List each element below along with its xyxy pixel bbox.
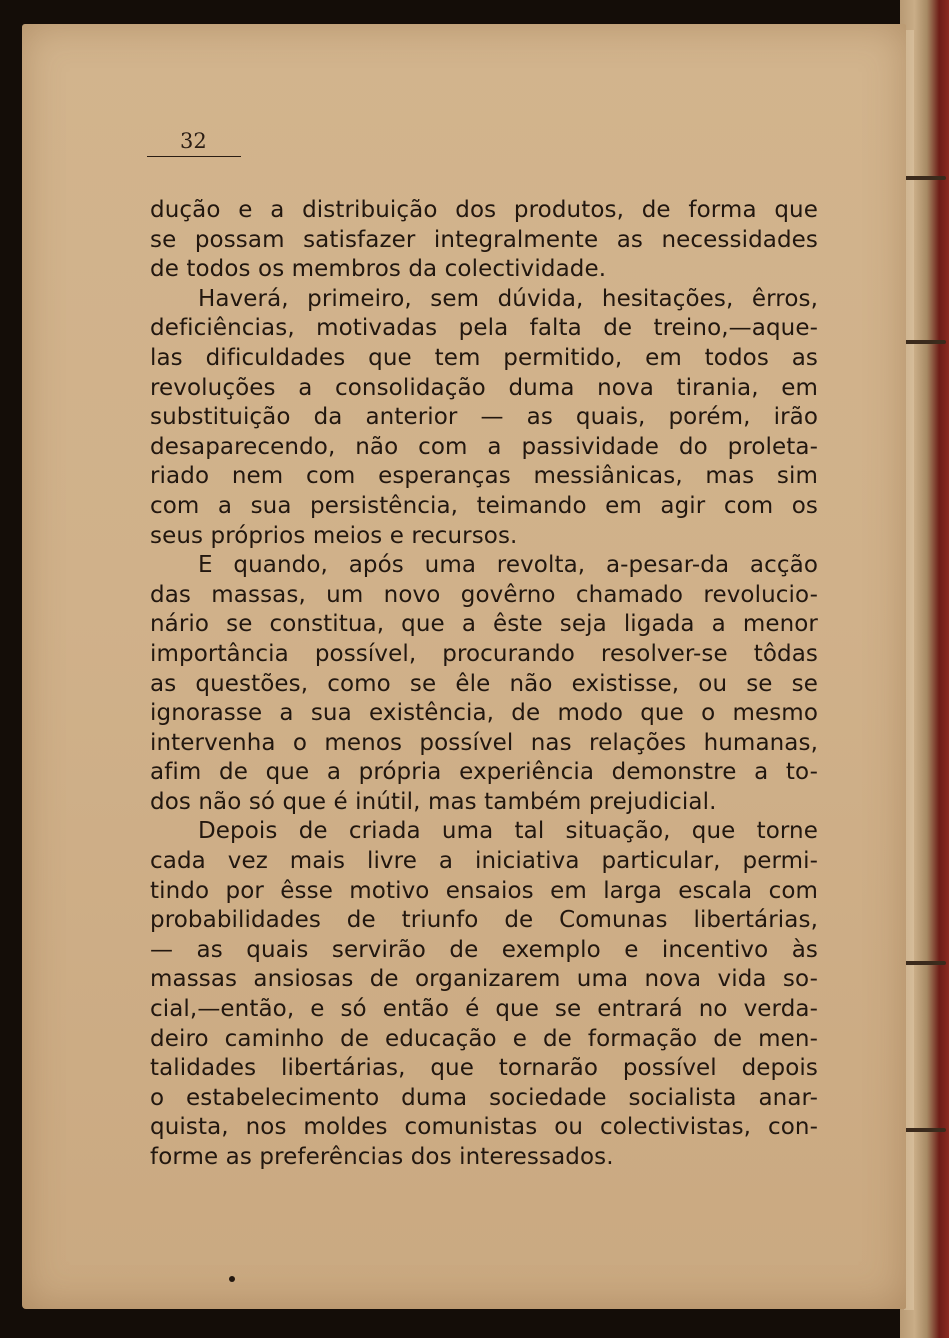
stray-mark	[229, 1276, 235, 1282]
text-line: massas ansiosas de organizarem uma nova vida so-	[150, 966, 818, 993]
text-line: seus próprios meios e recursos.	[150, 522, 518, 549]
text-line: afim de que a própria experiência demonstre a to-	[150, 759, 818, 786]
text-line: riado nem com esperanças messiânicas, mas sim	[150, 463, 818, 490]
text-line: ignorasse a sua existência, de modo que o mesmo	[150, 700, 818, 727]
text-line: revoluções a consolidação duma nova tirania, em	[150, 374, 818, 401]
text-line: probabilidades de triunfo de Comunas libertárias,	[150, 907, 818, 934]
text-line: das massas, um novo govêrno chamado revolucio-	[150, 581, 818, 608]
text-line: deiro caminho de educação e de formação de men-	[150, 1025, 818, 1052]
text-line: se possam satisfazer integralmente as necessidades	[150, 226, 818, 253]
text-line: desaparecendo, não com a passividade do proleta-	[150, 433, 818, 460]
text-line: deficiências, motivadas pela falta de treino,—aque-	[150, 315, 818, 342]
text-line: las dificuldades que tem permitido, em todos as	[150, 344, 818, 371]
text-line: forme as preferências dos interessados.	[150, 1144, 614, 1170]
text-line: as questões, como se êle não existisse, ou se se	[150, 670, 818, 697]
page-number-rule	[147, 156, 241, 157]
text-line: intervenha o menos possível nas relações humanas,	[150, 729, 818, 756]
text-line: nário se constitua, que a êste seja ligada a menor	[150, 611, 818, 638]
text-line: o estabelecimento duma sociedade socialista anar-	[150, 1084, 818, 1111]
text-line: tindo por êsse motivo ensaios em larga escala com	[150, 877, 818, 904]
text-line: dução e a distribuição dos produtos, de forma que	[150, 197, 818, 223]
text-line: Haverá, primeiro, sem dúvida, hesitações, êrros,	[198, 285, 818, 312]
text-line: importância possível, procurando resolver-se tôdas	[150, 640, 818, 667]
text-line: quista, nos moldes comunistas ou colectivistas, con-	[150, 1114, 818, 1141]
text-line: dos não só que é inútil, mas também prejudicial.	[150, 788, 717, 815]
book-binding	[900, 0, 949, 1338]
text-line: cada vez mais livre a iniciativa particular, permi-	[150, 848, 818, 875]
text-line: talidades libertárias, que tornarão possível depois	[150, 1055, 818, 1082]
text-line: de todos os membros da colectividade.	[150, 256, 607, 283]
text-line: cial,—então, e só então é que se entrará no verda-	[150, 996, 818, 1023]
text-line: com a sua persistência, teimando em agir com os	[150, 492, 818, 519]
page-number: 32	[180, 129, 207, 153]
body-text	[150, 196, 818, 1173]
text-line: — as quais servirão de exemplo e incentivo às	[150, 936, 818, 963]
text-line: E quando, após uma revolta, a-pesar-da acção	[198, 552, 818, 579]
text-line: substituição da anterior — as quais, porém, irão	[150, 404, 818, 431]
text-line: Depois de criada uma tal situação, que torne	[198, 818, 818, 845]
